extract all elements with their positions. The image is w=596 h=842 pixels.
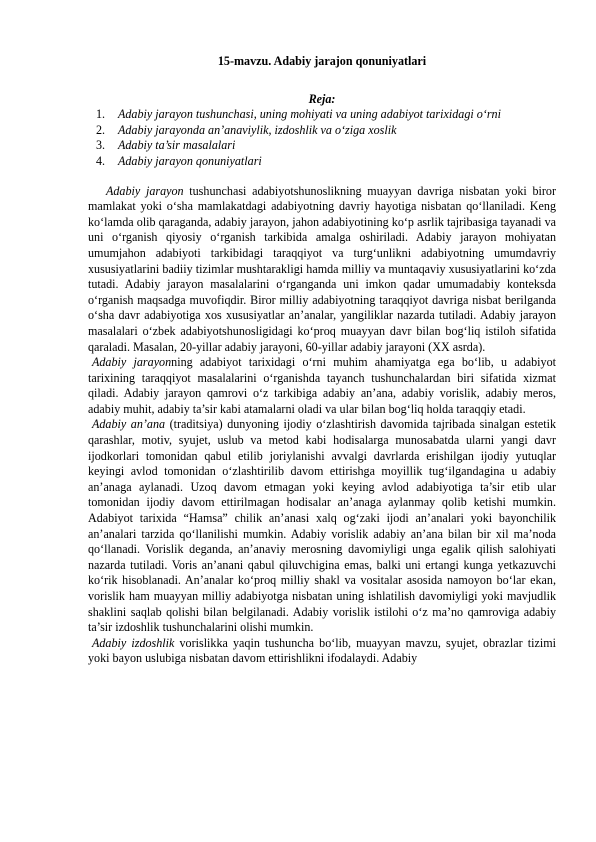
plan-heading: Reja:	[308, 91, 336, 106]
document-page	[88, 54, 556, 667]
paragraph-term: Adabiy jarayon	[92, 355, 172, 370]
plan-item	[88, 107, 556, 123]
plan-item-number: 4.	[96, 153, 106, 168]
paragraph-term: Adabiy jarayon	[106, 183, 184, 198]
body-paragraph	[88, 184, 556, 356]
paragraph-term: Adabiy an’ana	[92, 417, 166, 432]
body-paragraph	[88, 636, 556, 667]
plan-list	[88, 107, 556, 169]
plan-item-number: 3.	[96, 138, 106, 153]
plan-item	[88, 123, 556, 139]
body-paragraph	[88, 355, 556, 417]
paragraph-term: Adabiy izdoshlik	[92, 635, 175, 650]
paragraph-text: (traditsiya) dunyoning ijodiy o‘zlashtirish davomida tajribada sinalgan estetik qarashlar, motiv, syujet, uslub va metod kabi hodisalarga munosabatda ularni yangi davr ijodkorlari tomonidan qabul etilib joriylanishi avvalgi davrlarda erishilgan ijodiy yutuqlar keyingi avlod tomonidan o‘zlashtirilib davom ettirishga moyillik tug‘ilgandagina u adabiy an’anaga aylanadi. Uzoq davom etmagan yoki keying avlod adabiyotiga ta’sir etib ular tomonidan ijodiy davom ettirilmagan hodisalar an’anaga aylanmay qolib ketishi mumkin. Adabiyot tarixida “Hamsa” chilik an’anasi xalq og‘zaki ijodi an’analari yoki bayonchilik an’analari tarzida qo‘llanilishi mumkin. Adabiy vorislik adabiy an’ana bilan bir xil ma’noda qo‘llanadi. Vorislik deganda, an’anaviy merosning davomiyligi unga egalik qilish salohiyati nazarda tutiladi. Voris an’anani qabul qiluvchigina emas, balki uni ertangi kunga yetkazuvchi ko‘rik hisoblanadi. An’analar ko‘proq milliy shakl va vositalar asosida namoyon bo‘lar ekan, vorislik ham muayyan milliy adabiyotga nisbatan uning ishlatilish davomiyligi yoki mavjudlik shaklini saqlab qolishi bilan belgilanadi. Adabiy vorislik istilohi o‘z ma’no qamroviga adabiy ta’sir izdoshlik tushunchalarini olishi mumkin.	[88, 417, 556, 635]
plan-item-text: Adabiy jarayon tushunchasi, uning mohiyati va uning adabiyot tarixidagi o‘rni	[118, 107, 501, 122]
plan-item-text: Adabiy jarayonda an’anaviylik, izdoshlik va o‘ziga xoslik	[118, 122, 397, 137]
plan-item-number: 1.	[96, 107, 106, 122]
plan-item	[88, 154, 556, 170]
body-paragraph	[88, 417, 556, 635]
plan-item-text: Adabiy ta’sir masalalari	[118, 138, 236, 153]
plan-item-number: 2.	[96, 122, 106, 137]
plan-item-text: Adabiy jarayon qonuniyatlari	[118, 153, 262, 168]
paragraph-text: ning adabiyot tarixidagi o‘rni muhim ahamiyatga ega bo‘lib, u adabiyot tarixining taraqqiyot masalalarini o‘rganishda tayanch tushunchalardan biri sifatida xizmat qiladi. Adabiy jarayon qamrovi o‘z tarkibiga adabiy an’ana, adabiy vorislik, adabiy meros, adabiy muhit, adabiy ta’sir kabi atamalarni oladi va ular bilan bog‘liq holda taraqqiy etadi.	[88, 355, 556, 416]
plan-item	[88, 138, 556, 154]
paragraph-text: vorislikka yaqin tushuncha bo‘lib, muayyan mavzu, syujet, obrazlar tizimi yoki bayon uslubiga nisbatan davom ettirishlikni ifodalaydi. Adabiy	[88, 635, 557, 666]
page-title: 15-mavzu. Adabiy jarajon qonuniyatlari	[217, 54, 427, 68]
paragraph-text: tushunchasi adabiyotshunoslikning muayyan davriga nisbatan yoki biror mamlakat yoki o‘sha mamlakatdagi adabiyotning davriy hayotiga nisbatan qo‘llaniladi. Keng ko‘lamda olib qaraganda, adabiy jarayon, jahon adabiyotining ko‘p asrlik tajribasiga tayanadi va uni o‘rganish qiyosiy o‘rganish tarkibida amalga oshiriladi. Adabiy jarayon mohiyatan umumjahon adabiyoti tarkibidagi taraqqiyot va turg‘unlikni adabiyotning umumdavriy xususiyatlarini badiiy tizimlar mushtarakligi hamda milliy va muntaqaviy xususiyatlarini ko‘zda tutadi. Adabiy jarayon masalalarini o‘rganganda uni imkon qadar umumadabiy konteksda o‘rganish maqsadga muvofiqdir. Biror milliy adabiyotning taraqqiyot davriga nisbat berilganda o‘sha davr adabiyotiga xos xususiyatlar an’analar, yangiliklar nazarda tutiladi. Adabiy jarayon masalalari o‘zbek adabiyotshunosligidagi ko‘proq muayyan davr bilan bog‘liq istiloh sifatida qaraladi. Masalan, 20-yillar adabiy jarayoni, 60-yillar adabiy jarayoni (XX asrda).	[88, 183, 556, 354]
